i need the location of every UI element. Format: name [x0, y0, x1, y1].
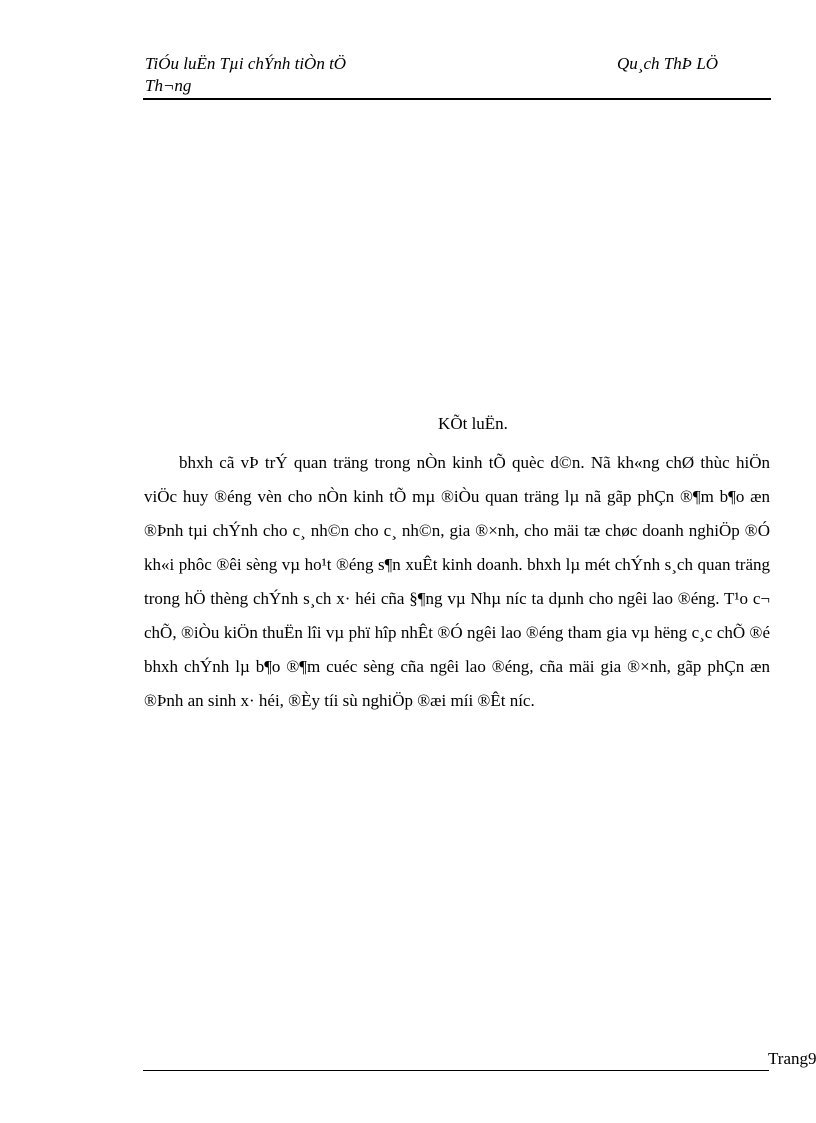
page-number: Trang9 — [768, 1049, 816, 1068]
header-title-line2: Th¬ng — [145, 76, 192, 95]
paragraph-text: bhxh cã vÞ trÝ quan träng trong nÒn kinh tÕ quèc d©n. Nã kh«ng chØ thùc hiÖn viÖc huy ®éng vèn cho nÒn kinh tÕ mµ ®iÒu quan träng lµ nã gãp phÇn ®¶m b¶o æn ®Þnh tµi chÝnh cho c¸ nh©n cho c¸ nh©n, gia ®×nh, cho mäi tæ chøc doanh nghiÖp ®Ó kh«i phôc ®êi sèng vµ ho¹t ®éng s¶n xuÊt kinh doanh. bhxh lµ mét chÝnh s¸ch quan träng trong hÖ thèng chÝnh s¸ch x· héi cña §¶ng vµ Nhµ níc ta dµnh cho ngêi lao ®éng. T¹o c¬ chÕ, ®iÒu kiÖn thuËn lîi vµ phï hîp nhÊt ®Ó ngêi lao ®éng tham gia vµ hëng c¸c chÕ ®é bhxh chÝnh lµ b¶o ®¶m cuéc sèng cña ngêi lao ®éng, cña mäi gia ®×nh, gãp phÇn æn ®Þnh an sinh x· héi, ®Èy tíi sù nghiÖp ®æi míi ®Êt níc. — [144, 453, 770, 710]
section-title: KÕt luËn. — [438, 414, 508, 433]
header-author: Qu¸ch ThÞ LÖ — [617, 54, 719, 73]
header-title-line1: TiÓu luËn Tµi chÝnh tiÒn tÖ — [145, 54, 347, 73]
header-rule — [143, 98, 771, 100]
footer-rule — [143, 1070, 769, 1071]
body-paragraph — [144, 446, 770, 718]
header-left — [145, 53, 445, 97]
